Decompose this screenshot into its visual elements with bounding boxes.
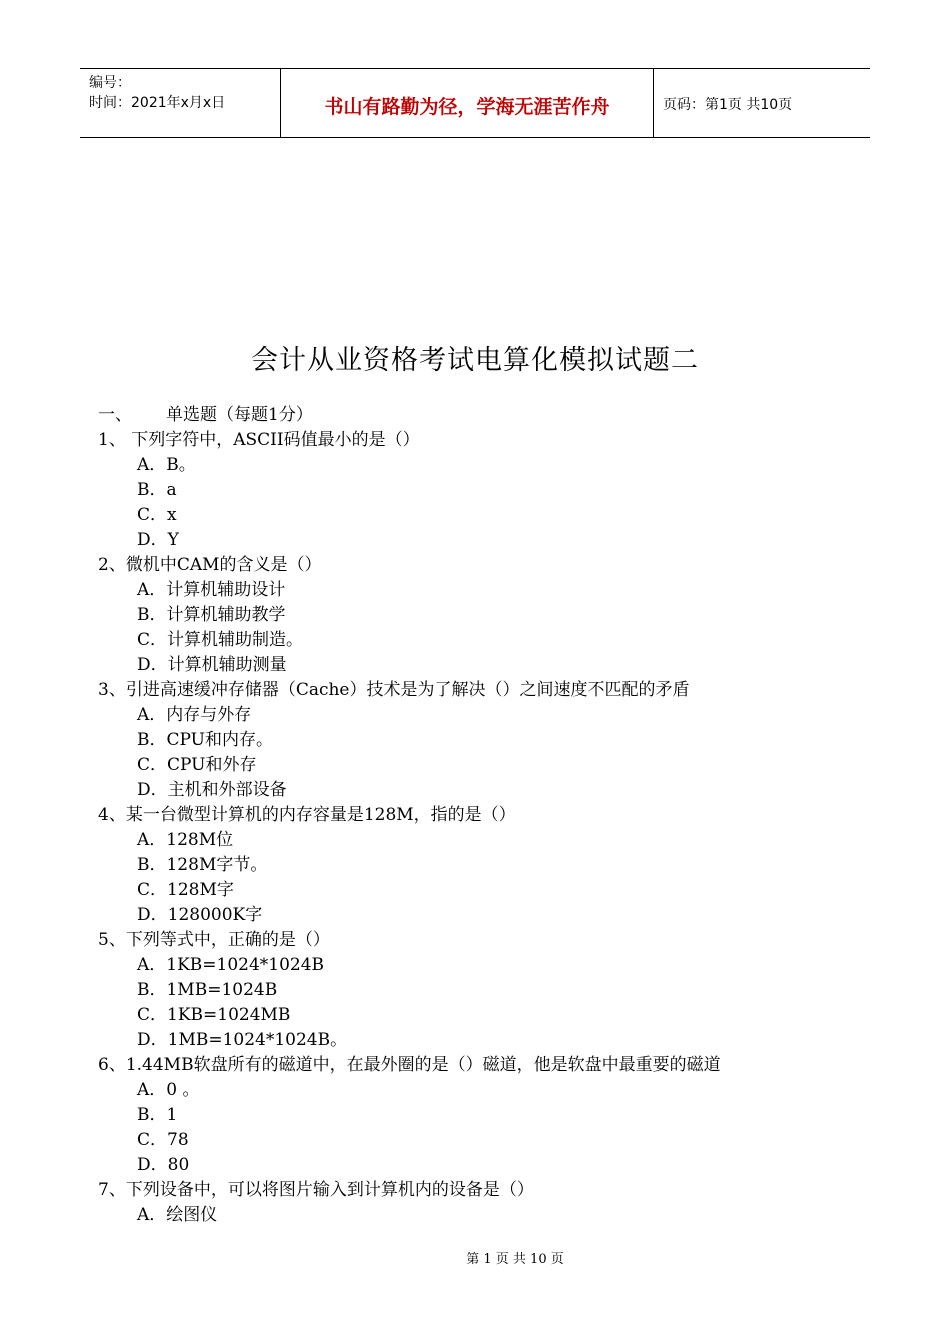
question-list bbox=[98, 403, 878, 1228]
option: B．1 bbox=[137, 1105, 178, 1125]
question-7: 7、下列设备中，可以将图片输入到计算机内的设备是（） bbox=[98, 1180, 534, 1200]
number-label: 编号： bbox=[89, 75, 131, 91]
option: C．128M字 bbox=[137, 880, 234, 900]
option: D．Y bbox=[137, 530, 179, 550]
header-meta-cell bbox=[80, 69, 281, 137]
page-info-text: 页码：第1页 共10页 bbox=[663, 97, 793, 113]
page-info-cell bbox=[654, 69, 870, 137]
time-label: 时间：2021年x月x日 bbox=[89, 95, 226, 111]
option: B．128M字节。 bbox=[137, 855, 268, 875]
option: D．128000K字 bbox=[137, 905, 263, 925]
option: C．1KB=1024MB bbox=[137, 1005, 291, 1025]
motto-cell bbox=[281, 69, 654, 137]
option: A．B。 bbox=[137, 455, 196, 475]
option: B．a bbox=[137, 480, 177, 500]
option: A．1KB=1024*1024B bbox=[137, 955, 325, 975]
option: A．0 。 bbox=[137, 1080, 200, 1100]
section-number: 一、 bbox=[98, 405, 132, 425]
option: D．1MB=1024*1024B。 bbox=[137, 1030, 348, 1050]
page-footer: 第 1 页 共 10 页 bbox=[466, 1252, 564, 1267]
option: A．绘图仪 bbox=[137, 1205, 218, 1225]
option: A．128M位 bbox=[137, 830, 234, 850]
question-5: 5、下列等式中，正确的是（） bbox=[98, 930, 330, 950]
option: D．80 bbox=[137, 1155, 190, 1175]
option: C．78 bbox=[137, 1130, 189, 1150]
question-3: 3、引进高速缓冲存储器（Cache）技术是为了解决（）之间速度不匹配的矛盾 bbox=[98, 680, 690, 700]
question-1: 1、 下列字符中，ASCII码值最小的是（） bbox=[98, 430, 420, 450]
option: C．x bbox=[137, 505, 177, 525]
option: C．CPU和外存 bbox=[137, 755, 257, 775]
header-table bbox=[80, 68, 870, 138]
section-label: 单选题（每题1分） bbox=[166, 405, 313, 425]
option: D．计算机辅助测量 bbox=[137, 655, 287, 675]
section-heading bbox=[98, 403, 878, 428]
option: B．1MB=1024B bbox=[137, 980, 278, 1000]
option: D．主机和外部设备 bbox=[137, 780, 287, 800]
option: A．内存与外存 bbox=[137, 705, 252, 725]
option: B．计算机辅助教学 bbox=[137, 605, 286, 625]
question-4: 4、某一台微型计算机的内存容量是128M，指的是（） bbox=[98, 805, 516, 825]
option: B．CPU和内存。 bbox=[137, 730, 273, 750]
motto-text: 书山有路勤为径，学海无涯苦作舟 bbox=[324, 95, 610, 118]
question-6: 6、1.44MB软盘所有的磁道中，在最外圈的是（）磁道，他是软盘中最重要的磁道 bbox=[98, 1055, 721, 1075]
question-2: 2、微机中CAM的含义是（） bbox=[98, 555, 322, 575]
option: A．计算机辅助设计 bbox=[137, 580, 286, 600]
document-title: 会计从业资格考试电算化模拟试题二 bbox=[251, 345, 699, 376]
option: C．计算机辅助制造。 bbox=[137, 630, 304, 650]
